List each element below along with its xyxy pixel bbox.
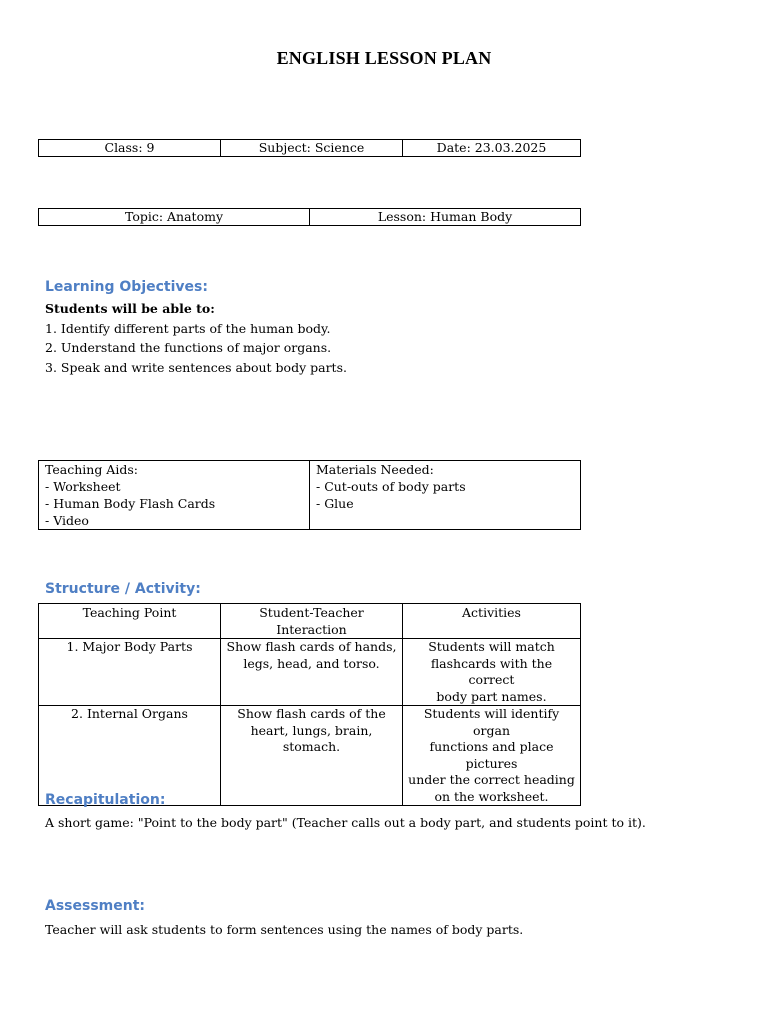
teaching-aid-item: - Human Body Flash Cards (45, 496, 216, 511)
class-info-table (38, 139, 581, 157)
activity-line: Students will identify organ (423, 706, 560, 738)
material-item: - Glue (316, 496, 354, 511)
topic-cell: Topic: Anatomy (39, 209, 310, 226)
teaching-aids-cell (39, 461, 310, 530)
date-cell: Date: 23.03.2025 (403, 140, 581, 157)
lesson-cell: Lesson: Human Body (310, 209, 581, 226)
assessment-heading: Assessment: (45, 898, 146, 914)
topic-info-table (38, 208, 581, 226)
table-row (39, 706, 581, 806)
materials-heading: Materials Needed: (316, 462, 434, 477)
teaching-aids-heading: Teaching Aids: (45, 462, 138, 477)
recapitulation-text: A short game: "Point to the body part" (Teacher calls out a body part, and students point to it). (45, 815, 646, 830)
table-row (39, 639, 581, 706)
interaction-line: Show flash cards of hands, (226, 639, 397, 654)
objective-item: 3. Speak and write sentences about body parts. (45, 359, 347, 375)
column-header: Teaching Point (39, 604, 221, 639)
learning-objectives-body (45, 299, 347, 377)
page-title: ENGLISH LESSON PLAN (276, 48, 492, 68)
activity-cell (403, 706, 581, 806)
column-header: Student-Teacher Interaction (221, 604, 403, 639)
learning-objectives-heading: Learning Objectives: (45, 279, 208, 295)
activity-line: body part names. (436, 688, 547, 704)
material-item: - Cut-outs of body parts (316, 479, 466, 494)
objective-item: 1. Identify different parts of the human body. (45, 320, 331, 336)
table-row (39, 140, 581, 157)
activity-line: on the worksheet. (434, 788, 549, 804)
column-header: Activities (403, 604, 581, 639)
table-row (39, 461, 581, 530)
activity-cell (403, 639, 581, 706)
teaching-aid-item: - Video (45, 513, 89, 528)
teaching-point-cell: 1. Major Body Parts (39, 639, 221, 706)
class-cell: Class: 9 (39, 140, 221, 157)
activity-line: functions and place pictures (429, 739, 554, 771)
interaction-cell (221, 639, 403, 706)
interaction-cell (221, 706, 403, 806)
materials-cell (310, 461, 581, 530)
table-header-row (39, 604, 581, 639)
activity-line: Students will match (428, 639, 555, 654)
activity-line: under the correct heading (408, 772, 575, 787)
assessment-text: Teacher will ask students to form sentences using the names of body parts. (45, 922, 524, 937)
resources-table (38, 460, 581, 530)
interaction-line: legs, head, and torso. (243, 655, 380, 671)
teaching-point-cell: 2. Internal Organs (39, 706, 221, 806)
recapitulation-heading: Recapitulation: (45, 792, 166, 808)
objectives-intro: Students will be able to: (45, 301, 215, 316)
subject-cell: Subject: Science (221, 140, 403, 157)
interaction-line: Show flash cards of the (237, 706, 386, 721)
structure-table (38, 603, 581, 806)
activity-line: flashcards with the correct (430, 655, 553, 687)
structure-heading: Structure / Activity: (45, 581, 201, 597)
table-row (39, 209, 581, 226)
teaching-aid-item: - Worksheet (45, 479, 121, 494)
interaction-line: heart, lungs, brain, stomach. (250, 722, 373, 754)
objective-item: 2. Understand the functions of major organs. (45, 340, 332, 355)
